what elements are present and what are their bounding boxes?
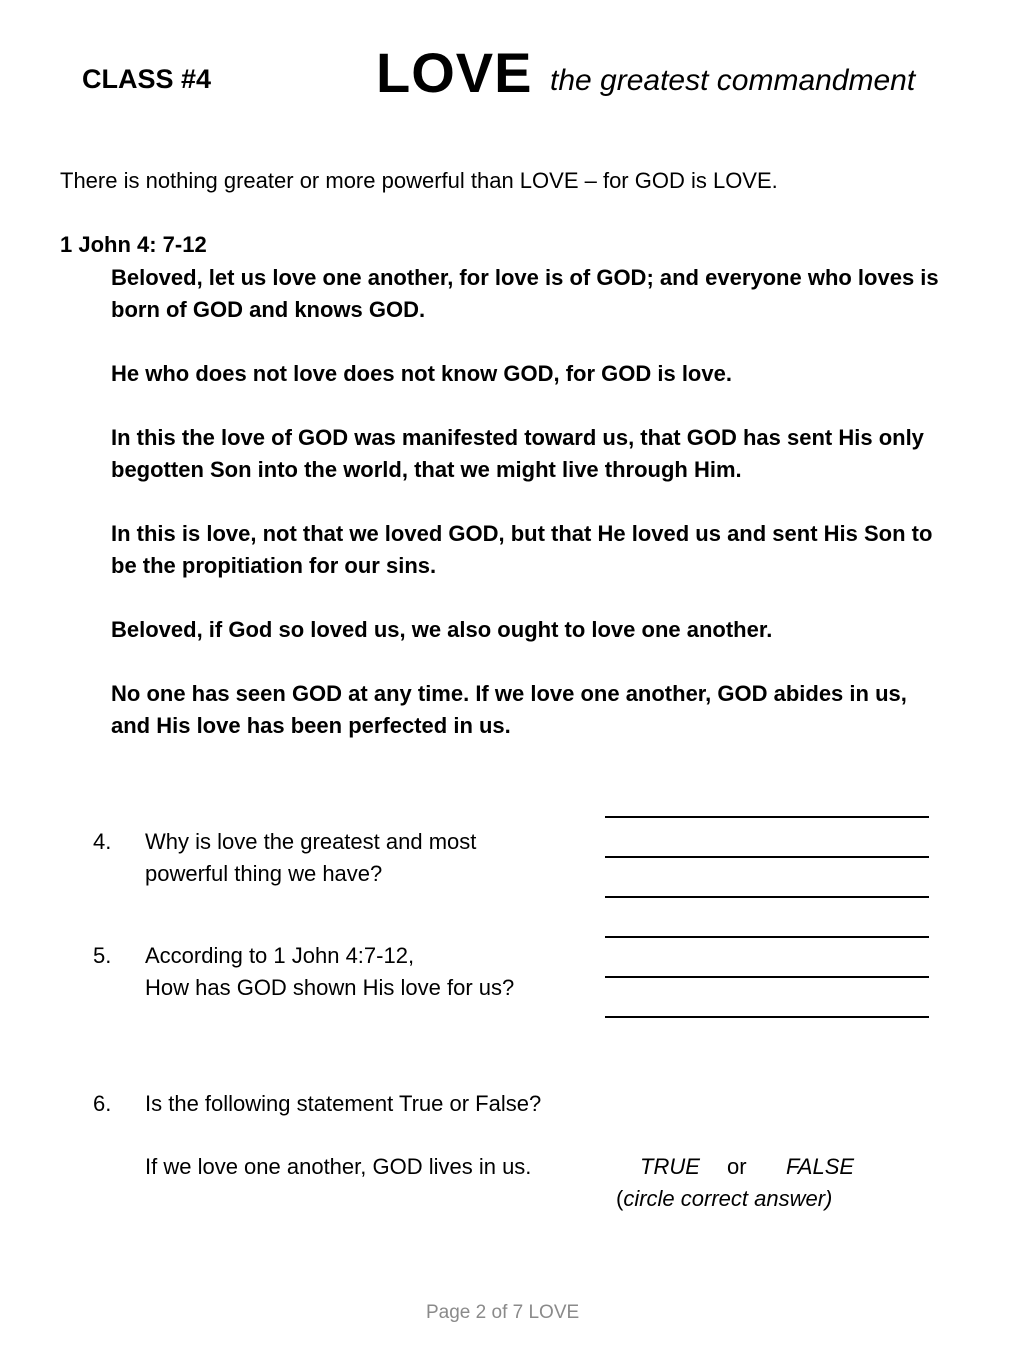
- question-text: How has GOD shown His love for us?: [145, 975, 515, 1000]
- verse-line: No one has seen GOD at any time. If we love one another, GOD abides in us,: [111, 681, 907, 706]
- answer-blank[interactable]: [605, 816, 929, 818]
- scripture-verses: [111, 262, 991, 774]
- verse-line: Beloved, if God so loved us, we also ought to love one another.: [111, 617, 773, 642]
- statement-text: If we love one another, GOD lives in us.: [145, 1154, 532, 1179]
- verse-paragraph: [111, 358, 991, 390]
- true-option[interactable]: TRUE: [640, 1154, 700, 1179]
- question-number: 6.: [93, 1091, 112, 1116]
- intro-text: There is nothing greater or more powerful than LOVE – for GOD is LOVE.: [60, 168, 778, 193]
- verse-line: be the propitiation for our sins.: [111, 553, 437, 578]
- verse-line: and His love has been perfected in us.: [111, 713, 511, 738]
- verse-paragraph: [111, 262, 991, 326]
- page-title: LOVE: [376, 41, 533, 104]
- verse-paragraph: [111, 422, 991, 486]
- question-number: 5.: [93, 943, 112, 968]
- instruction-text: circle correct answer): [623, 1186, 833, 1211]
- verse-line: Beloved, let us love one another, for love is of GOD; and everyone who loves is: [111, 265, 939, 290]
- instruction-paren: (: [616, 1186, 624, 1211]
- question-text: Is the following statement True or False?: [145, 1091, 542, 1116]
- scripture-reference: 1 John 4: 7-12: [60, 232, 207, 257]
- page-subtitle: the greatest commandment: [550, 64, 916, 97]
- verse-line: born of GOD and knows GOD.: [111, 297, 426, 322]
- question-number: 4.: [93, 829, 112, 854]
- answer-blank[interactable]: [605, 936, 929, 938]
- verse-paragraph: [111, 678, 991, 742]
- answer-instruction: [616, 1183, 832, 1215]
- verse-line: He who does not love does not know GOD, for GOD is love.: [111, 361, 732, 386]
- verse-line: begotten Son into the world, that we might live through Him.: [111, 457, 742, 482]
- false-option[interactable]: FALSE: [786, 1154, 855, 1179]
- verse-line: In this the love of GOD was manifested toward us, that GOD has sent His only: [111, 425, 924, 450]
- question-text: powerful thing we have?: [145, 861, 383, 886]
- page-footer: Page 2 of 7 LOVE: [426, 1302, 580, 1323]
- verse-paragraph: [111, 518, 991, 582]
- answer-blank[interactable]: [605, 896, 929, 898]
- answer-blank[interactable]: [605, 856, 929, 858]
- verse-line: In this is love, not that we loved GOD, but that He loved us and sent His Son to: [111, 521, 933, 546]
- class-label: CLASS #4: [82, 64, 212, 94]
- verse-paragraph: [111, 614, 991, 646]
- answer-blank[interactable]: [605, 1016, 929, 1018]
- or-label: or: [727, 1154, 747, 1179]
- question-text: Why is love the greatest and most: [145, 829, 477, 854]
- question-text: According to 1 John 4:7-12,: [145, 943, 415, 968]
- answer-blank[interactable]: [605, 976, 929, 978]
